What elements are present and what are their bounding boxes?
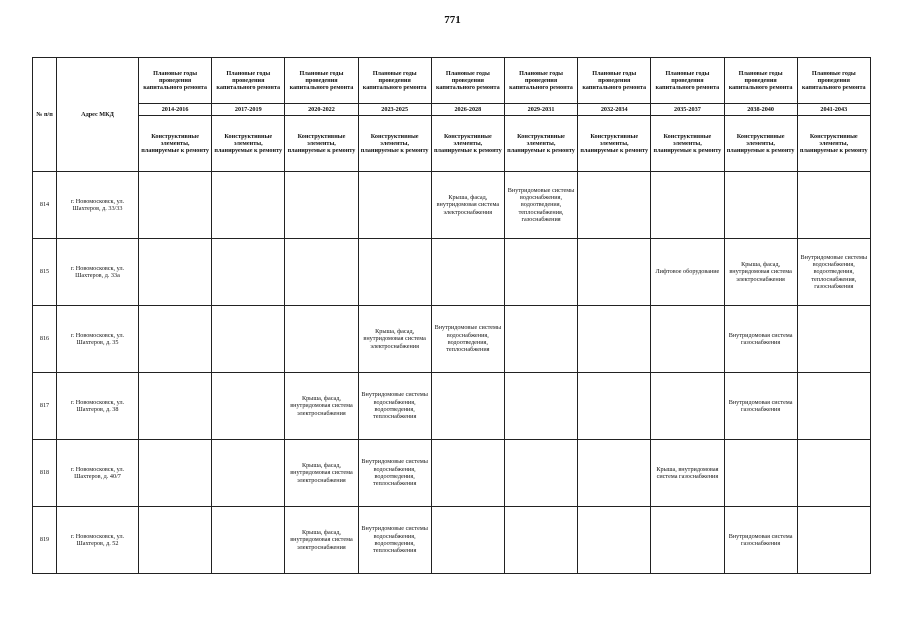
period-elements-heading: Конструктивные элементы, планируемые к ремонту xyxy=(358,116,431,172)
repair-elements-cell xyxy=(724,172,797,239)
repair-elements-cell xyxy=(651,172,724,239)
repair-elements-cell xyxy=(431,373,504,440)
table-row xyxy=(33,172,871,239)
repair-elements-cell: Крыша, фасад, внутридомовая система электроснабжения xyxy=(285,507,358,574)
col-num-header: № п/п xyxy=(33,58,57,172)
repair-elements-cell xyxy=(358,239,431,306)
period-elements-heading: Конструктивные элементы, планируемые к ремонту xyxy=(797,116,870,172)
period-heading: Плановые годы проведения капитального ремонта xyxy=(651,58,724,104)
period-heading: Плановые годы проведения капитального ремонта xyxy=(578,58,651,104)
row-number: 814 xyxy=(33,172,57,239)
period-elements-heading: Конструктивные элементы, планируемые к ремонту xyxy=(139,116,212,172)
repair-elements-cell xyxy=(651,373,724,440)
repair-elements-cell: Внутридомовые системы водоснабжения, водоотведения, теплоснабжения xyxy=(358,373,431,440)
repair-elements-cell: Крыша, фасад, внутридомовая система электроснабжения xyxy=(285,373,358,440)
repair-elements-cell xyxy=(139,373,212,440)
repair-elements-cell xyxy=(139,306,212,373)
row-number: 818 xyxy=(33,440,57,507)
table-header xyxy=(33,58,871,172)
repair-elements-cell xyxy=(212,507,285,574)
repair-elements-cell xyxy=(504,306,577,373)
repair-elements-cell xyxy=(578,507,651,574)
repair-elements-cell xyxy=(797,507,870,574)
period-elements-heading: Конструктивные элементы, планируемые к ремонту xyxy=(504,116,577,172)
row-number: 816 xyxy=(33,306,57,373)
period-years: 2035-2037 xyxy=(651,104,724,116)
repair-elements-cell: Крыша, фасад, внутридомовая система электроснабжения xyxy=(431,172,504,239)
repair-elements-cell xyxy=(797,306,870,373)
repair-elements-cell: Внутридомовые системы водоснабжения, водоотведения, теплоснабжения xyxy=(431,306,504,373)
repair-elements-cell xyxy=(578,306,651,373)
row-number: 819 xyxy=(33,507,57,574)
row-address: г. Новомосковск, ул. Шахтеров, д. 52 xyxy=(57,507,139,574)
page-number: 771 xyxy=(444,14,461,26)
repair-elements-cell xyxy=(578,172,651,239)
repair-elements-cell: Крыша, фасад, внутридомовая система электроснабжения xyxy=(724,239,797,306)
repair-elements-cell xyxy=(212,373,285,440)
table-body xyxy=(33,172,871,574)
period-heading: Плановые годы проведения капитального ремонта xyxy=(285,58,358,104)
period-heading: Плановые годы проведения капитального ремонта xyxy=(431,58,504,104)
row-address: г. Новомосковск, ул. Шахтеров, д. 35 xyxy=(57,306,139,373)
repair-elements-cell: Внутридомовая система газоснабжения xyxy=(724,306,797,373)
repair-elements-cell: Крыша, фасад, внутридомовая система электроснабжения xyxy=(285,440,358,507)
row-address: г. Новомосковск, ул. Шахтеров, д. 33/33 xyxy=(57,172,139,239)
period-years: 2041-2043 xyxy=(797,104,870,116)
repair-elements-cell xyxy=(212,172,285,239)
table-row xyxy=(33,507,871,574)
repair-elements-cell xyxy=(212,440,285,507)
period-heading: Плановые годы проведения капитального ремонта xyxy=(358,58,431,104)
period-heading: Плановые годы проведения капитального ремонта xyxy=(724,58,797,104)
repair-elements-cell xyxy=(358,172,431,239)
repair-elements-cell: Внутридомовые системы водоснабжения, водоотведения, теплоснабжения xyxy=(358,507,431,574)
period-heading: Плановые годы проведения капитального ремонта xyxy=(139,58,212,104)
period-years: 2038-2040 xyxy=(724,104,797,116)
repair-elements-cell xyxy=(212,306,285,373)
table-row xyxy=(33,239,871,306)
col-address-header: Адрес МКД xyxy=(57,58,139,172)
period-years: 2017-2019 xyxy=(212,104,285,116)
period-years: 2026-2028 xyxy=(431,104,504,116)
repair-elements-cell: Внутридомовые системы водоснабжения, водоотведения, теплоснабжения xyxy=(358,440,431,507)
period-years: 2029-2031 xyxy=(504,104,577,116)
repair-elements-cell xyxy=(504,239,577,306)
repair-elements-cell xyxy=(724,440,797,507)
repair-elements-cell xyxy=(285,239,358,306)
period-elements-heading: Конструктивные элементы, планируемые к ремонту xyxy=(285,116,358,172)
period-heading: Плановые годы проведения капитального ремонта xyxy=(797,58,870,104)
period-elements-heading: Конструктивные элементы, планируемые к ремонту xyxy=(578,116,651,172)
repair-elements-cell xyxy=(578,440,651,507)
period-elements-heading: Конструктивные элементы, планируемые к ремонту xyxy=(431,116,504,172)
repair-elements-cell: Внутридомовая система газоснабжения xyxy=(724,373,797,440)
row-address: г. Новомосковск, ул. Шахтеров, д. 33а xyxy=(57,239,139,306)
repair-elements-cell xyxy=(578,373,651,440)
repair-elements-cell xyxy=(212,239,285,306)
period-elements-heading: Конструктивные элементы, планируемые к ремонту xyxy=(724,116,797,172)
period-years: 2023-2025 xyxy=(358,104,431,116)
repair-elements-cell xyxy=(139,172,212,239)
repair-elements-cell xyxy=(431,507,504,574)
period-years: 2020-2022 xyxy=(285,104,358,116)
row-address: г. Новомосковск, ул. Шахтеров, д. 40/7 xyxy=(57,440,139,507)
table-row xyxy=(33,440,871,507)
repair-elements-cell xyxy=(797,172,870,239)
repair-elements-cell: Внутридомовая система газоснабжения xyxy=(724,507,797,574)
row-address: г. Новомосковск, ул. Шахтеров, д. 38 xyxy=(57,373,139,440)
repair-elements-cell xyxy=(139,440,212,507)
repair-elements-cell xyxy=(651,306,724,373)
repair-elements-cell xyxy=(431,440,504,507)
repair-elements-cell: Лифтовое оборудование xyxy=(651,239,724,306)
capital-repair-table xyxy=(32,57,871,574)
repair-elements-cell xyxy=(578,239,651,306)
repair-elements-cell: Внутридомовые системы водоснабжения, водоотведения, теплоснабжения, газоснабжения xyxy=(504,172,577,239)
row-number: 817 xyxy=(33,373,57,440)
repair-elements-cell xyxy=(504,440,577,507)
table-row xyxy=(33,373,871,440)
repair-elements-cell xyxy=(504,507,577,574)
period-elements-heading: Конструктивные элементы, планируемые к ремонту xyxy=(212,116,285,172)
period-heading: Плановые годы проведения капитального ремонта xyxy=(504,58,577,104)
repair-elements-cell xyxy=(651,507,724,574)
repair-elements-cell xyxy=(139,239,212,306)
table-row xyxy=(33,306,871,373)
repair-elements-cell: Крыша, внутридомовая система газоснабжения xyxy=(651,440,724,507)
repair-elements-cell xyxy=(139,507,212,574)
repair-elements-cell xyxy=(285,306,358,373)
repair-elements-cell: Крыша, фасад, внутридомовая система электроснабжения xyxy=(358,306,431,373)
repair-elements-cell: Внутридомовые системы водоснабжения, водоотведения, теплоснабжения, газоснабжения xyxy=(797,239,870,306)
repair-elements-cell xyxy=(431,239,504,306)
period-years: 2032-2034 xyxy=(578,104,651,116)
period-elements-heading: Конструктивные элементы, планируемые к ремонту xyxy=(651,116,724,172)
period-years: 2014-2016 xyxy=(139,104,212,116)
repair-elements-cell xyxy=(285,172,358,239)
period-heading: Плановые годы проведения капитального ремонта xyxy=(212,58,285,104)
row-number: 815 xyxy=(33,239,57,306)
repair-elements-cell xyxy=(504,373,577,440)
repair-elements-cell xyxy=(797,373,870,440)
repair-elements-cell xyxy=(797,440,870,507)
